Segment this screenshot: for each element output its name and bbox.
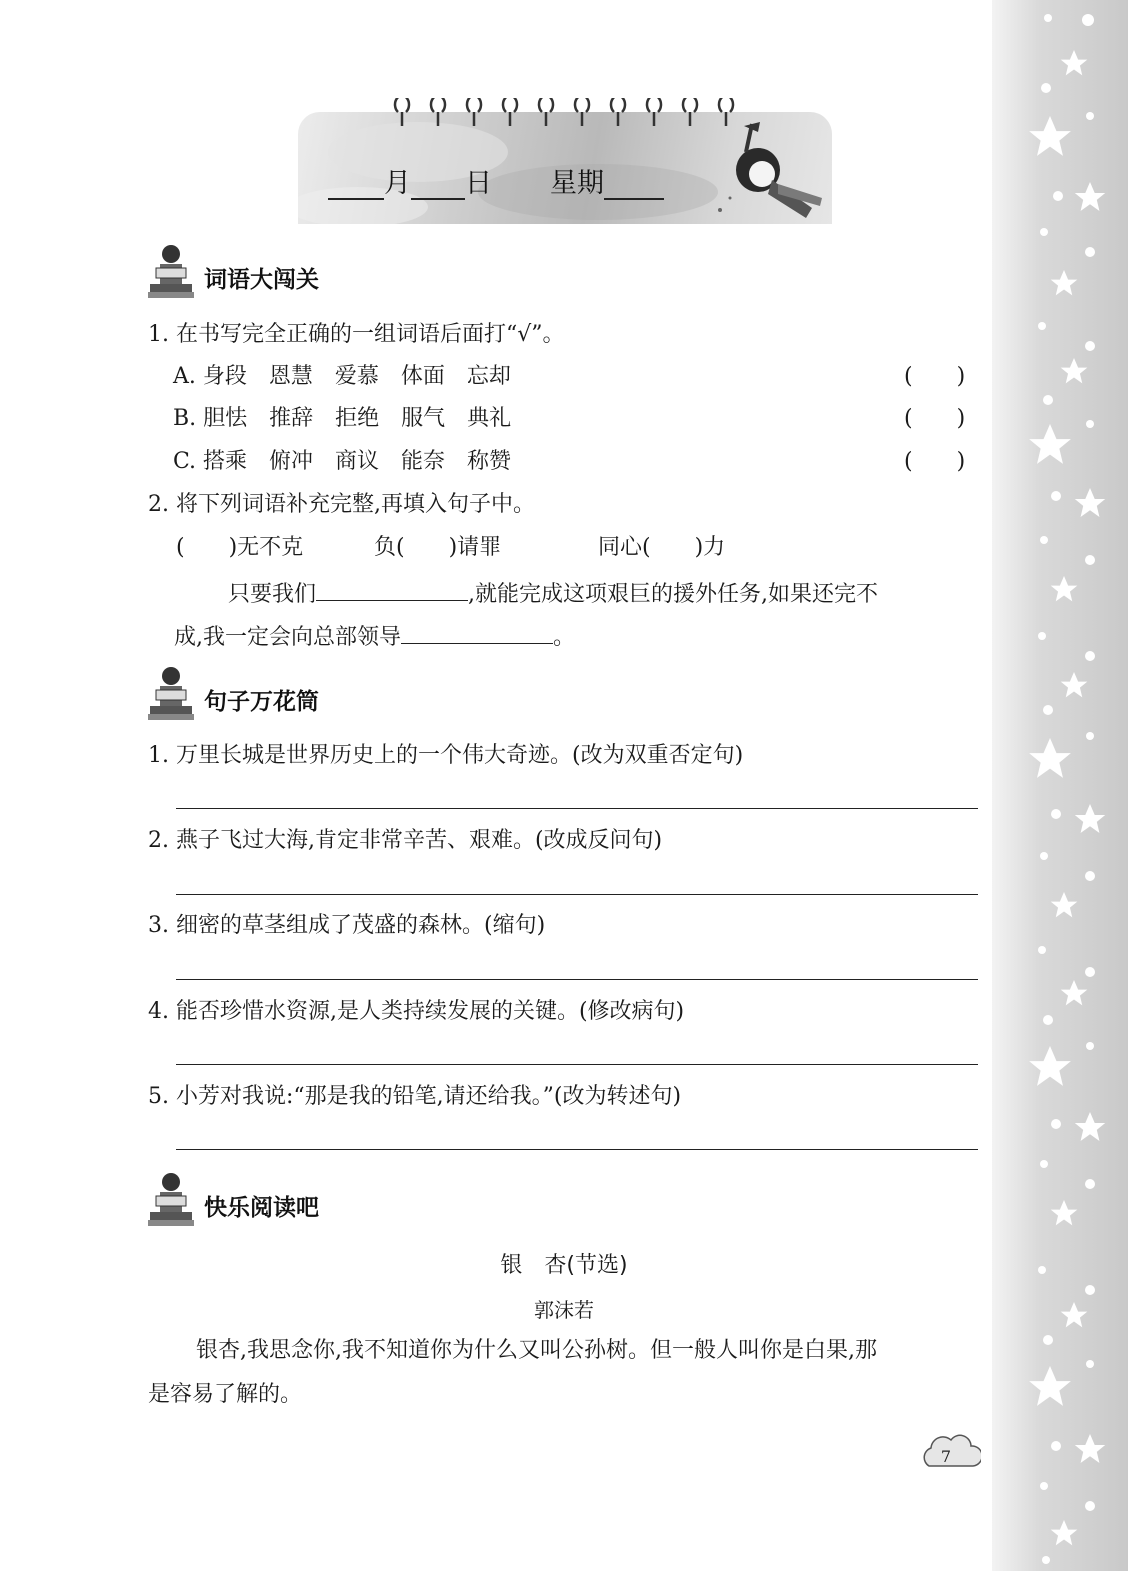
fill-blank-1[interactable] <box>316 576 468 601</box>
weekday-label: 星期 <box>550 168 604 199</box>
answer-line-1[interactable] <box>176 808 978 809</box>
child-illustration <box>712 118 832 226</box>
weekday-blank[interactable] <box>604 168 664 200</box>
sentence-question-5: 5. 小芳对我说:“那是我的铅笔,请还给我。”(改为转述句) <box>148 1084 682 1109</box>
answer-line-4[interactable] <box>176 1064 978 1065</box>
article-title: 银 杏(节选) <box>500 1253 628 1278</box>
day-blank[interactable] <box>411 168 465 200</box>
fill-blank-2[interactable] <box>401 619 553 644</box>
answer-line-2[interactable] <box>176 894 978 895</box>
idiom-word-1[interactable]: ( )无不克 <box>176 535 304 560</box>
sentence-question-1: 1. 万里长城是世界历史上的一个伟大奇迹。(改为双重否定句) <box>148 743 744 768</box>
reading-kid-icon <box>146 240 196 300</box>
fill-sentence-line1 <box>228 576 878 610</box>
article-paragraph-line1: 银杏,我思念你,我不知道你为什么又叫公孙树。但一般人叫你是白果,那 <box>196 1338 877 1363</box>
date-fields <box>328 160 664 200</box>
idiom-word-2[interactable]: 负( )请罪 <box>374 535 502 560</box>
stars-pattern <box>992 0 1128 1571</box>
sentence-question-2: 2. 燕子飞过大海,肯定非常辛苦、艰难。(改成反问句) <box>148 828 663 853</box>
decorative-side-strip <box>992 0 1128 1571</box>
sentence-text: 只要我们 <box>228 582 317 607</box>
sentence-text: ,就能完成这项艰巨的援外任务,如果还完不 <box>468 582 879 607</box>
article-paragraph-line2: 是容易了解的。 <box>148 1382 303 1407</box>
answer-line-3[interactable] <box>176 979 978 980</box>
section-title: 快乐阅读吧 <box>204 1195 319 1221</box>
section-title: 句子万花筒 <box>204 689 319 715</box>
question-prompt: 1. 在书写完全正确的一组词语后面打“√”。 <box>148 322 565 347</box>
sentence-question-4: 4. 能否珍惜水资源,是人类持续发展的关键。(修改病句) <box>148 999 685 1024</box>
sentence-question-3: 3. 细密的草茎组成了茂盛的森林。(缩句) <box>148 913 546 938</box>
sentence-text: 成,我一定会向总部领导 <box>174 625 401 650</box>
fill-sentence-line2 <box>174 619 575 653</box>
section-title: 词语大闯关 <box>204 267 319 293</box>
section-header-reading <box>146 1172 319 1228</box>
reading-kid-icon <box>146 1168 196 1228</box>
day-label: 日 <box>465 168 492 199</box>
month-label: 月 <box>384 168 411 199</box>
page-number-cloud <box>915 1432 981 1474</box>
article-author: 郭沫若 <box>534 1298 594 1322</box>
answer-paren-c[interactable]: ( ) <box>904 449 966 474</box>
option-c: C. 搭乘 俯冲 商议 能奈 称赞 <box>173 449 512 474</box>
page-number: 7 <box>940 1447 952 1466</box>
sentence-text: 。 <box>553 625 576 650</box>
idiom-word-3[interactable]: 同心( )力 <box>598 535 726 560</box>
answer-line-5[interactable] <box>176 1149 978 1150</box>
option-a: A. 身段 恩慧 爱慕 体面 忘却 <box>173 364 511 389</box>
section-header-sentences <box>146 666 319 722</box>
section-header-vocab <box>146 244 319 300</box>
option-b: B. 胆怯 推辞 拒绝 服气 典礼 <box>173 406 512 431</box>
answer-paren-a[interactable]: ( ) <box>904 364 966 389</box>
reading-kid-icon <box>146 662 196 722</box>
month-blank[interactable] <box>328 168 384 200</box>
answer-paren-b[interactable]: ( ) <box>904 406 966 431</box>
question-prompt: 2. 将下列词语补充完整,再填入句子中。 <box>148 492 535 517</box>
